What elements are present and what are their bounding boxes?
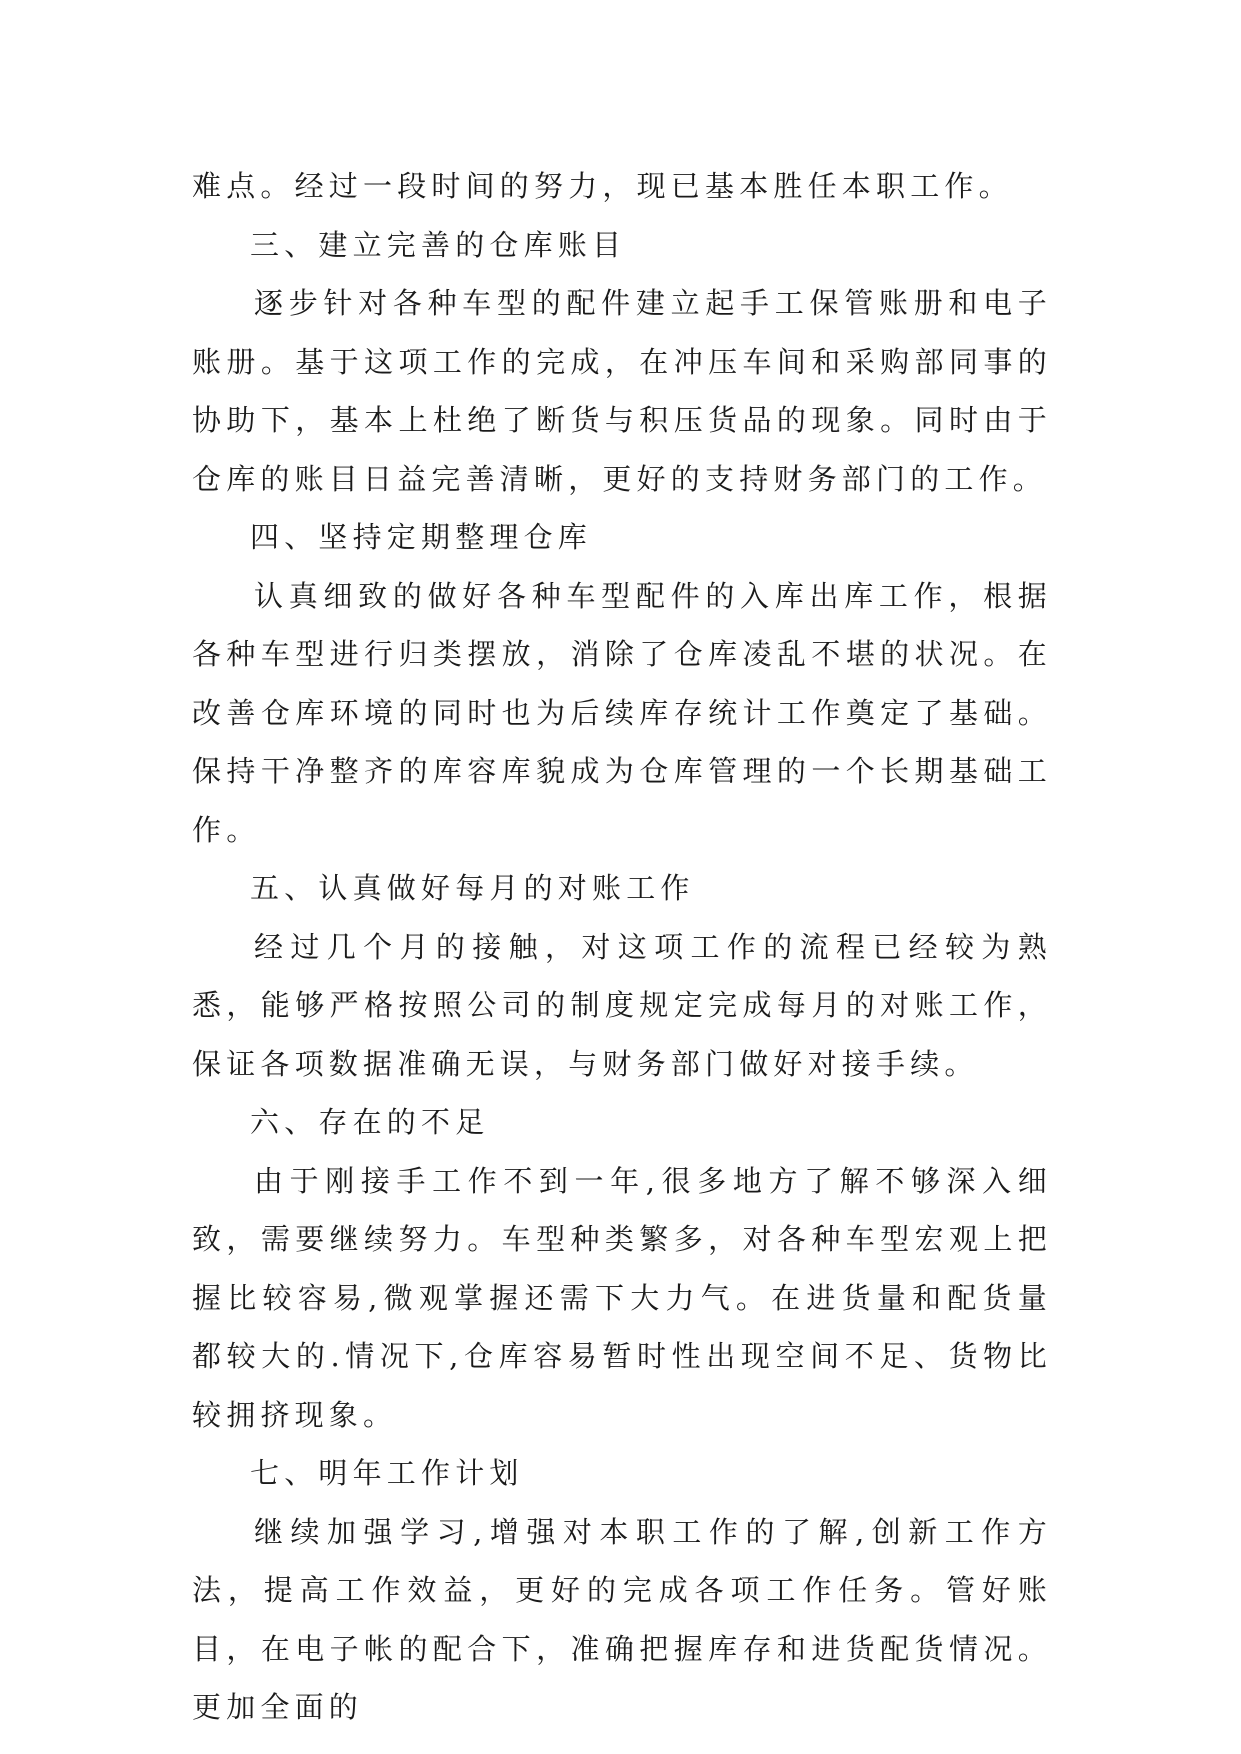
paragraph-warehouse-organizing: 认真细致的做好各种车型配件的入库出库工作，根据各种车型进行归类摆放，消除了仓库凌乱不堪的状况。在改善仓库环境的同时也为后续库存统计工作奠定了基础。保持干净整齐的库容库貌成为仓库管理的一个长期基础工作。 (192, 578, 1052, 847)
paragraph-next-year-plan: 继续加强学习,增强对本职工作的了解,创新工作方法，提高工作效益，更好的完成各项工作任务。管好账目，在电子帐的配合下，准确把握库存和进货配货情况。更加全面的 (192, 1514, 1052, 1724)
section-heading-4: 四、坚持定期整理仓库 (250, 520, 593, 554)
section-heading-5: 五、认真做好每月的对账工作 (250, 871, 695, 905)
section-heading-3: 三、建立完善的仓库账目 (250, 227, 627, 262)
paragraph-continuation: 难点。经过一段时间的努力，现已基本胜任本职工作。 (192, 169, 1013, 203)
paragraph-shortcomings: 由于刚接手工作不到一年,很多地方了解不够深入细致，需要继续努力。车型种类繁多，对各种车型宏观上把握比较容易,微观掌握还需下大力气。在进货量和配货量都较大的.情况下,仓库容易暂时性出现空间不足、货物比较拥挤现象。 (192, 1163, 1052, 1432)
section-heading-6: 六、存在的不足 (250, 1105, 490, 1139)
paragraph-warehouse-accounts: 逐步针对各种车型的配件建立起手工保管账册和电子账册。基于这项工作的完成，在冲压车间和采购部同事的协助下，基本上杜绝了断货与积压货品的现象。同时由于仓库的账目日益完善清晰，更好的支持财务部门的工作。 (192, 286, 1052, 496)
document-page (192, 157, 1052, 1737)
paragraph-monthly-reconciliation: 经过几个月的接触，对这项工作的流程已经较为熟悉，能够严格按照公司的制度规定完成每月的对账工作，保证各项数据准确无误，与财务部门做好对接手续。 (192, 929, 1052, 1081)
section-heading-7: 七、明年工作计划 (250, 1456, 524, 1490)
